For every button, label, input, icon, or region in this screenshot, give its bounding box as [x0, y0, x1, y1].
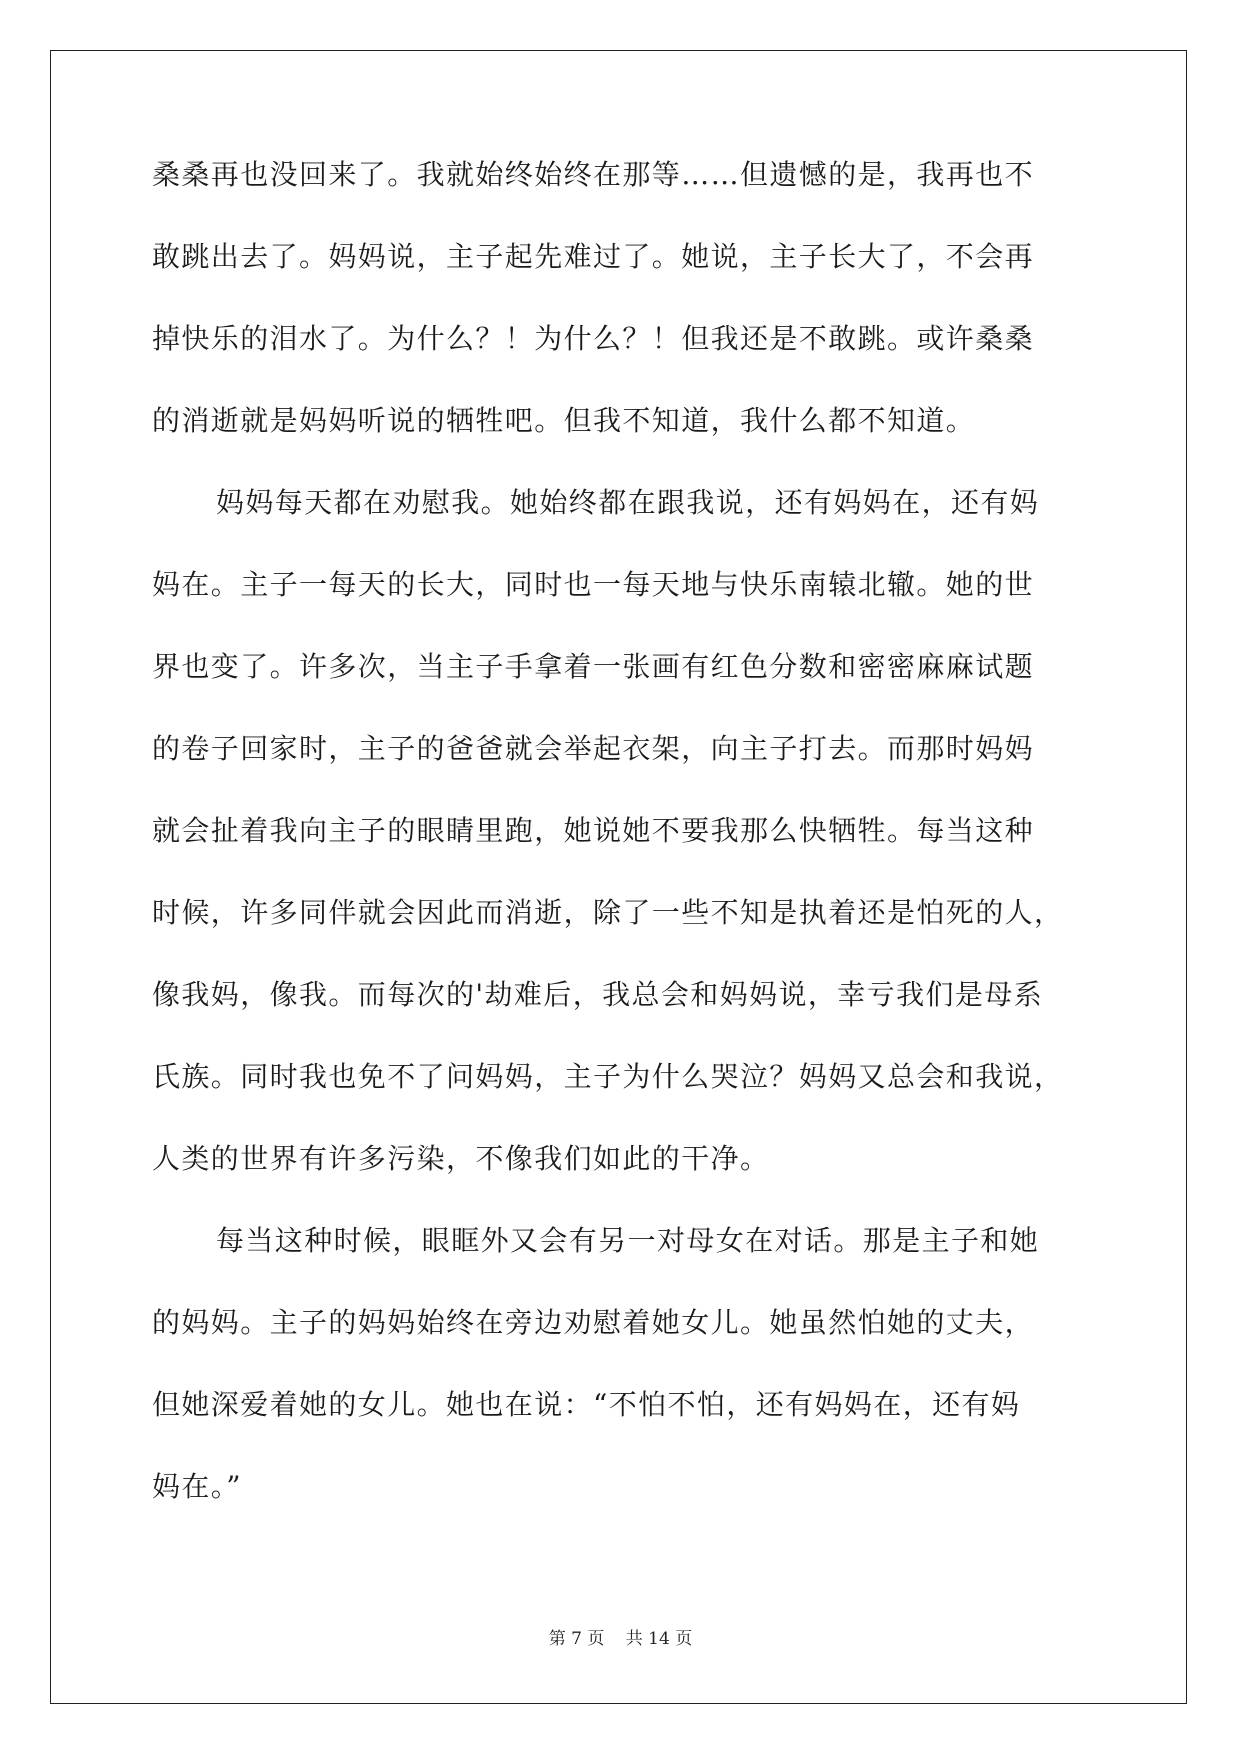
text-line: 的妈妈。主子的妈妈始终在旁边劝慰着她女儿。她虽然怕她的丈夫， — [152, 1306, 1035, 1339]
text-line: 但她深爱着她的女儿。她也在说：“不怕不怕，还有妈妈在，还有妈 — [152, 1388, 1021, 1421]
text-line: 的卷子回家时，主子的爸爸就会举起衣架，向主子打去。而那时妈妈 — [152, 732, 1035, 765]
document-body — [152, 155, 1092, 1549]
paragraph-start-line: 妈妈每天都在劝慰我。她始终都在跟我说，还有妈妈在，还有妈 — [216, 486, 1040, 519]
text-line: 时候，许多同伴就会因此而消逝，除了一些不知是执着还是怕死的人， — [152, 896, 1064, 929]
page-number: 第 7 页 — [548, 1629, 605, 1649]
page-total: 共 14 页 — [625, 1629, 693, 1649]
page-footer — [0, 1624, 1241, 1649]
text-line: 的消逝就是妈妈听说的牺牲吧。但我不知道，我什么都不知道。 — [152, 404, 976, 437]
text-line: 桑桑再也没回来了。我就始终始终在那等……但遗憾的是，我再也不 — [152, 158, 1035, 191]
paragraph-start-line: 每当这种时候，眼眶外又会有另一对母女在对话。那是主子和她 — [216, 1224, 1040, 1257]
text-line: 就会扯着我向主子的眼睛里跑，她说她不要我那么快牺牲。每当这种 — [152, 814, 1035, 847]
text-line: 妈在。主子一每天的长大，同时也一每天地与快乐南辕北辙。她的世 — [152, 568, 1035, 601]
text-line: 像我妈，像我。而每次的'劫难后，我总会和妈妈说，幸亏我们是母系 — [152, 978, 1044, 1011]
text-line: 妈在。” — [152, 1470, 242, 1503]
text-line: 界也变了。许多次，当主子手拿着一张画有红色分数和密密麻麻试题 — [152, 650, 1035, 683]
text-line: 人类的世界有许多污染，不像我们如此的干净。 — [152, 1142, 770, 1175]
text-line: 敢跳出去了。妈妈说，主子起先难过了。她说，主子长大了，不会再 — [152, 240, 1035, 273]
text-line: 氏族。同时我也免不了问妈妈，主子为什么哭泣？妈妈又总会和我说， — [152, 1060, 1064, 1093]
text-line: 掉快乐的泪水了。为什么？！为什么？！但我还是不敢跳。或许桑桑 — [152, 322, 1035, 355]
